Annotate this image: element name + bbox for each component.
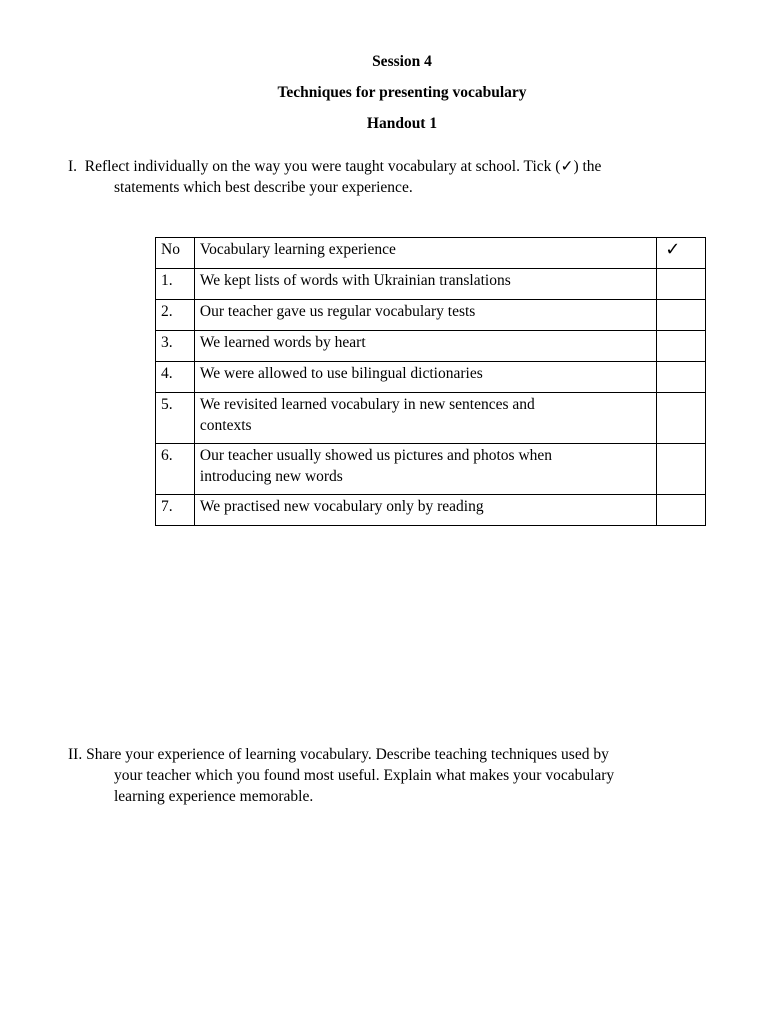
table-row <box>156 362 706 393</box>
task-2 <box>68 744 718 807</box>
header-tick-icon: ✓ <box>657 238 706 269</box>
task-2-line-1 <box>68 744 718 765</box>
row-text-line-1: Our teacher usually showed us pictures and photos when <box>199 447 553 464</box>
task-1 <box>68 156 718 198</box>
row-text: We learned words by heart <box>194 331 656 362</box>
row-text <box>194 393 656 444</box>
tick-symbol-icon: ✓ <box>560 157 574 175</box>
row-number: 4. <box>156 362 195 393</box>
document-title: Techniques for presenting vocabulary <box>277 84 527 101</box>
table-row <box>156 300 706 331</box>
tick-cell[interactable] <box>657 393 706 444</box>
table-row <box>156 331 706 362</box>
row-number: 3. <box>156 331 195 362</box>
table-row <box>156 393 706 444</box>
row-text-line-2: introducing new words <box>199 468 343 485</box>
row-number: 2. <box>156 300 195 331</box>
table-row <box>156 495 706 526</box>
row-number: 7. <box>156 495 195 526</box>
table-row <box>156 444 706 495</box>
session-heading: Session 4 <box>372 53 432 70</box>
tick-cell[interactable] <box>657 362 706 393</box>
handout-heading: Handout 1 <box>366 115 438 132</box>
task-2-line-2: your teacher which you found most useful. Explain what makes your vocabulary <box>114 767 615 784</box>
row-text <box>194 444 656 495</box>
task-1-text-a: Reflect individually on the way you were taught vocabulary at school. Tick ( <box>84 158 561 175</box>
tick-cell[interactable] <box>657 495 706 526</box>
row-text: We kept lists of words with Ukrainian translations <box>194 269 656 300</box>
tick-cell[interactable] <box>657 300 706 331</box>
row-number: 5. <box>156 393 195 444</box>
task-1-number: I. <box>68 158 78 175</box>
task-1-line-1 <box>68 156 718 177</box>
row-number: 1. <box>156 269 195 300</box>
task-2-text-l1: Share your experience of learning vocabulary. Describe teaching techniques used by <box>86 746 609 763</box>
row-number: 6. <box>156 444 195 495</box>
row-text: We practised new vocabulary only by reading <box>194 495 656 526</box>
header-experience: Vocabulary learning experience <box>194 238 656 269</box>
task-1-line-2: statements which best describe your experience. <box>114 179 413 196</box>
row-text: We were allowed to use bilingual dictionaries <box>194 362 656 393</box>
task-2-number: II. <box>68 746 83 763</box>
row-text-line-1: We revisited learned vocabulary in new sentences and <box>199 396 535 413</box>
header-no: No <box>156 238 195 269</box>
task-1-text-b: ) the <box>573 158 602 175</box>
vocabulary-experience-table <box>155 237 706 526</box>
table-header-row <box>156 238 706 269</box>
tick-cell[interactable] <box>657 444 706 495</box>
tick-cell[interactable] <box>657 269 706 300</box>
task-2-line-3: learning experience memorable. <box>114 788 314 805</box>
row-text: Our teacher gave us regular vocabulary tests <box>194 300 656 331</box>
table-row <box>156 269 706 300</box>
tick-cell[interactable] <box>657 331 706 362</box>
row-text-line-2: contexts <box>199 417 252 434</box>
